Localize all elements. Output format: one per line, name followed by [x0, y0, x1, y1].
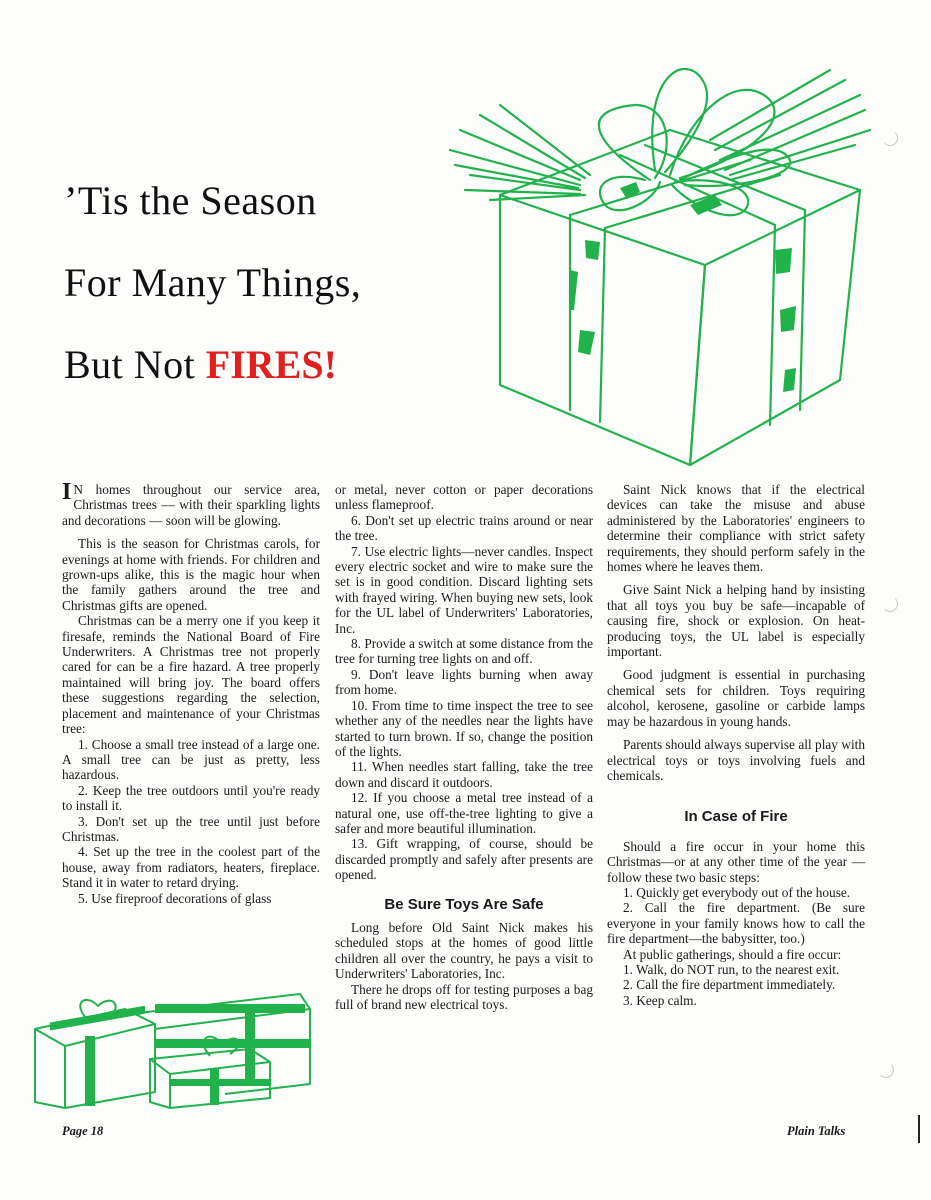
paragraph: This is the season for Christmas carols, for evenings at home with friends. For children and grown-ups alike, this is the magic hour when the family gathers around the tree and Christmas gifts are opened. [62, 536, 320, 613]
paragraph: or metal, never cotton or paper decorations unless flameproof. [335, 482, 593, 513]
headline-fires: FIRES! [205, 342, 337, 387]
paragraph: Give Saint Nick a helping hand by insisting that all toys you buy be safe—incapable of causing fire, shock or explosion. On heat-producing toys, the UL label is especially important. [607, 582, 865, 660]
headline [64, 160, 361, 406]
list-item: 2. Call the fire department. (Be sure everyone in your family knows how to call the fire department—the babysitter, too.) [607, 900, 865, 947]
list-item: 12. If you choose a metal tree instead of a natural one, use off-the-tree lighting to give a safer and more beautiful illumination. [335, 790, 593, 836]
edge-mark [918, 1115, 920, 1143]
paragraph-intro [62, 479, 320, 528]
subheading-case-of-fire: In Case of Fire [684, 808, 788, 826]
article-column-1 [62, 479, 320, 906]
paragraph: Long before Old Saint Nick makes his scheduled stops at the homes of good little children all over the country, he pays a visit to Underwriters' Laboratories, Inc. [335, 919, 593, 982]
list-item: 3. Don't set up the tree until just before Christmas. [62, 813, 320, 844]
list-item: 2. Call the fire department immediately. [623, 977, 836, 993]
list-item: 13. Gift wrapping, of course, should be discarded promptly and safely after presents are opened. [335, 836, 593, 883]
list-item: 6. Don't set up electric trains around or near the tree. [335, 512, 593, 544]
punch-hole-mark [878, 1062, 894, 1078]
publication-name: Plain Talks [787, 1124, 846, 1138]
intro-text: N homes throughout our service area, Christmas trees — with their sparkling lights and decorations — soon will be glowing. [62, 482, 320, 528]
headline-line-1: ’Tis the Season [64, 178, 317, 223]
subheading-toys-safe: Be Sure Toys Are Safe [384, 895, 544, 913]
list-item: 4. Set up the tree in the coolest part of the house, away from radiators, heaters, fireplace. Stand it in water to retard drying. [62, 844, 320, 891]
headline-line-2: For Many Things, [64, 260, 362, 305]
headline-line-3-prefix: But Not [64, 342, 206, 387]
list-item: 3. Keep calm. [623, 992, 697, 1008]
list-item: 10. From time to time inspect the tree to see whether any of the needles near the lights have started to turn brown. If so, change the position of the lights. [335, 697, 593, 759]
punch-hole-mark [882, 596, 898, 612]
article-column-3 [607, 482, 865, 1008]
drop-cap: I [62, 479, 72, 505]
gift-boxes-icon [30, 984, 320, 1109]
list-item: 2. Keep the tree outdoors until you're ready to install it. [62, 782, 320, 814]
paragraph: Saint Nick knows that if the electrical devices can take the misuse and abuse administered by the Laboratories' engineers to determine their compliance with strict safety requirements, they should perform safely in the homes where he leaves them. [607, 482, 865, 575]
gift-box-icon [440, 10, 880, 470]
punch-hole-mark [882, 130, 898, 146]
list-item: 5. Use fireproof decorations of glass [78, 890, 272, 906]
paragraph: Christmas can be a merry one if you keep it firesafe, reminds the National Board of Fire Underwriters. A Christmas tree not properly cared for can be a fire hazard. A tree properly maintained will bring joy. The board offers these suggestions regarding the selection, placement and maintenance of your Christmas tree: [62, 613, 320, 737]
paragraph: Should a fire occur in your home this Christmas—or at any other time of the year — follow these two basic steps: [607, 838, 865, 885]
list-item: 9. Don't leave lights burning when away from home. [335, 666, 593, 698]
list-item: 8. Provide a switch at some distance from the tree for turning tree lights on and off. [335, 636, 593, 667]
paragraph: Good judgment is essential in purchasing chemical sets for children. Toys requiring alcohol, kerosene, gasoline or carbide lamps may be hazardous in young hands. [607, 667, 865, 729]
list-item: 1. Quickly get everybody out of the house. [623, 884, 851, 900]
paragraph: There he drops off for testing purposes a bag full of brand new electrical toys. [335, 981, 593, 1012]
list-item: 11. When needles start falling, take the tree down and discard it outdoors. [335, 759, 593, 790]
list-item: 1. Choose a small tree instead of a large one. A small tree can be just as pretty, less hazardous. [62, 736, 320, 783]
list-item: 7. Use electric lights—never candles. Inspect every electric socket and wire to make sure the set is in good condition. Discard lighting sets with frayed wiring. When buying new sets, look for the UL label of Underwriters' Laboratories, Inc. [335, 543, 593, 636]
list-item: 1. Walk, do NOT run, to the nearest exit. [623, 961, 840, 977]
article-column-2 [335, 482, 593, 1012]
paragraph: Parents should always supervise all play with electrical toys or toys involving fuels and chemicals. [607, 737, 865, 783]
paragraph: At public gatherings, should a fire occur: [623, 946, 842, 962]
page-number: Page 18 [62, 1124, 104, 1138]
headline-line-3 [64, 324, 361, 406]
